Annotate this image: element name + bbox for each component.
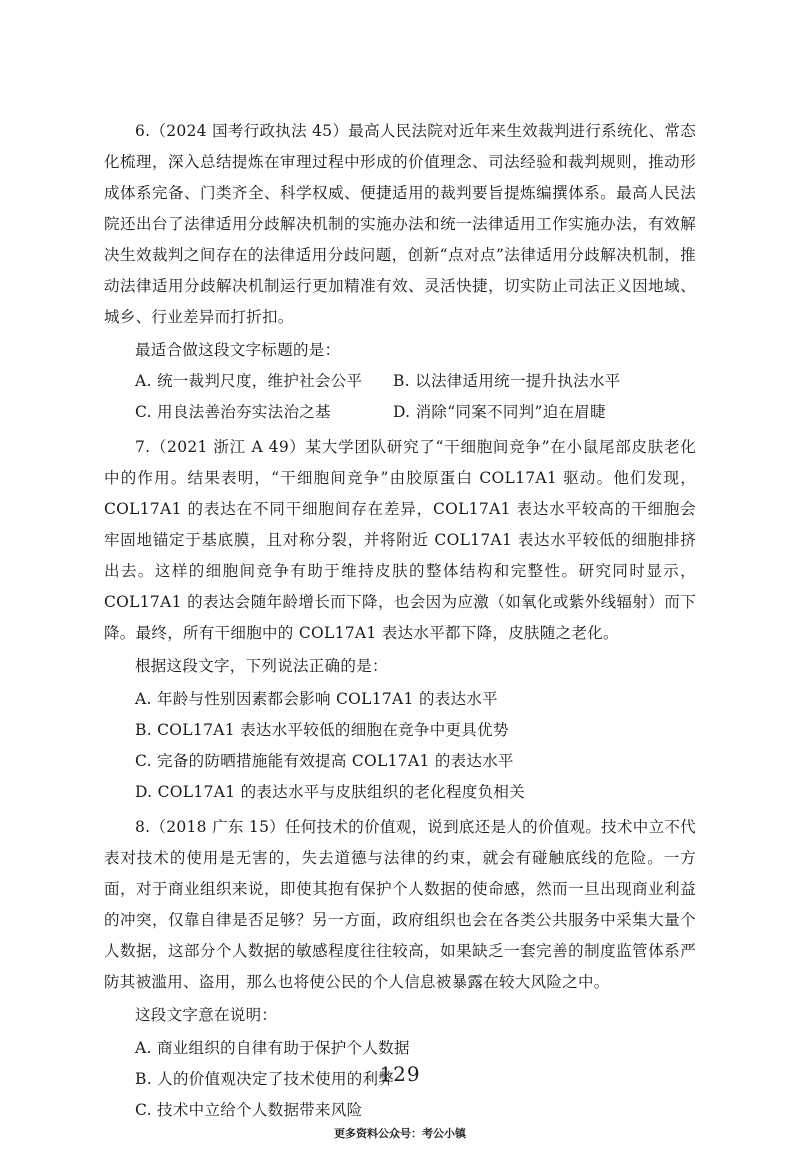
question-7-option-d: D. COL17A1 的表达水平与皮肤组织的老化程度负相关 <box>135 783 525 801</box>
question-6-option-a: A. 统一裁判尺度，维护社会公平 <box>135 372 363 390</box>
question-6-passage: 6.（2024 国考行政执法 45）最高人民法院对近年来生效裁判进行系统化、常态化梳理，深入总结提炼在审理过程中形成的价值理念、司法经验和裁判规则，推动形成体系完备、门类齐全、科学权威、便捷适用的裁判要旨提炼编撰体系。最高人民法院还出台了法律适用分歧解决机制的实施办法和统一法律适用工作实施办法，有效解决生效裁判之间存在的法律适用分歧问题，创新“点对点”法律适用分歧解决机制，推动法律适用分歧解决机制运行更加精准有效、灵活快捷，切实防止司法正义因地域、城乡、行业差异而打折扣。 <box>104 122 696 326</box>
footer-note: 更多资料公众号：考公小镇 <box>334 1127 466 1140</box>
page-number: 129 <box>379 1062 421 1086</box>
question-7-option-a: A. 年龄与性别因素都会影响 COL17A1 的表达水平 <box>135 690 498 708</box>
page-content <box>104 112 696 1126</box>
question-6-options-row-2 <box>104 397 696 428</box>
question-7-options <box>104 684 696 808</box>
question-7 <box>104 432 696 808</box>
question-8-option-c: C. 技术中立给个人数据带来风险 <box>135 1101 363 1119</box>
question-8-option-a: A. 商业组织的自律有助于保护个人数据 <box>135 1039 410 1057</box>
question-6-options-row-1 <box>104 366 696 397</box>
question-8-prompt: 这段文字意在说明： <box>135 1006 278 1024</box>
question-6-prompt: 最适合做这段文字标题的是： <box>135 341 341 359</box>
question-7-prompt: 根据这段文字，下列说法正确的是： <box>135 657 388 675</box>
question-6 <box>104 116 696 428</box>
question-7-option-b: B. COL17A1 表达水平较低的细胞在竞争中更具优势 <box>135 721 509 739</box>
question-8-passage: 8.（2018 广东 15）任何技术的价值观，说到底还是人的价值观。技术中立不代表对技术的使用是无害的，失去道德与法律的约束，就会有碰触底线的危险。一方面，对于商业组织来说，即使其抱有保护个人数据的使命感，然而一旦出现商业利益的冲突，仅靠自律是否足够？另一方面，政府组织也会在各类公共服务中采集大量个人数据，这部分个人数据的敏感程度往往较高，如果缺乏一套完善的制度监管体系严防其被滥用、盗用，那么也将使公民的个人信息被暴露在较大风险之中。 <box>104 818 696 991</box>
question-7-option-c: C. 完备的防晒措施能有效提高 COL17A1 的表达水平 <box>135 752 514 770</box>
question-6-option-d: D. 消除“同案不同判”迫在眉睫 <box>393 403 606 421</box>
question-8-option-b: B. 人的价值观决定了技术使用的利弊 <box>135 1070 395 1088</box>
question-7-passage: 7.（2021 浙江 A 49）某大学团队研究了“干细胞间竞争”在小鼠尾部皮肤老化中的作用。结果表明，“干细胞间竞争”由胶原蛋白 COL17A1 驱动。他们发现，COL17A1 的表达在不同干细胞间存在差异，COL17A1 表达水平较高的干细胞会牢固地锚定于基底膜，且对称分裂，并将附近 COL17A1 表达水平较低的细胞排挤出去。这样的细胞间竞争有助于维持皮肤的整体结构和完整性。研究同时显示，COL17A1 的表达会随年龄增长而下降，也会因为应激（如氧化或紫外线辐射）而下降。最终，所有干细胞中的 COL17A1 表达水平都下降，皮肤随之老化。 <box>104 438 696 642</box>
question-6-option-b: B. 以法律适用统一提升执法水平 <box>393 372 621 390</box>
question-6-option-c: C. 用良法善治夯实法治之基 <box>135 403 331 421</box>
